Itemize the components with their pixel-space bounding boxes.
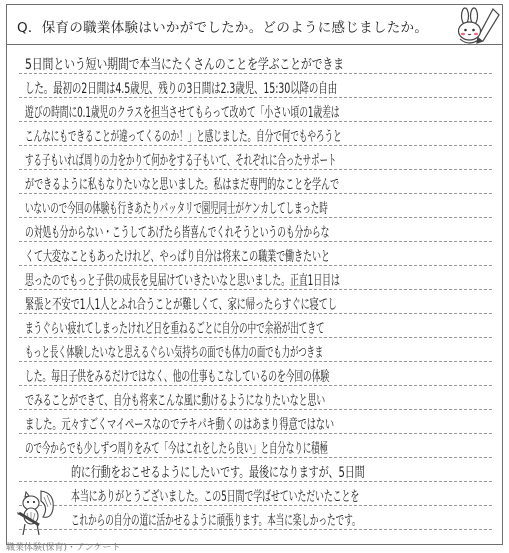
answer-line: ができるように私もなりたいなと思いました。私はまだ専門的なことを学んで bbox=[25, 177, 339, 193]
answer-line: でみることができて、自分も将来こんな風に動けるようになりたいなと思い bbox=[25, 393, 326, 409]
answer-line: 本当にありがとうございました。この5日間で学ばせていただいたことを bbox=[71, 489, 360, 505]
answer-line: これからの自分の道に活かせるように頑張ります。本当に楽しかったです。 bbox=[71, 513, 361, 529]
footer-caption: 職業体験(保育)・アンケート bbox=[6, 543, 121, 553]
survey-sheet bbox=[6, 4, 503, 545]
answer-line: まうぐらい疲れてしまったけれど日を重ねるごとに自分の中で余裕が出てきて bbox=[25, 321, 325, 337]
answer-line: ました。元々すごくマイペースなのでテキパキ動くのはあまり得意ではない bbox=[25, 417, 335, 433]
rabbit-pencil-mascot-icon bbox=[453, 7, 501, 49]
squirrel-pencil-mascot-icon bbox=[13, 483, 57, 543]
answer-line: 緊張と不安で1人1人とふれ合うことが難しくて、家に帰ったらすぐに寝てし bbox=[25, 297, 337, 313]
answer-line: こんなにもできることが違ってくるのか！」と感じました。自分で何でもやろうと bbox=[25, 129, 342, 145]
answer-line: くて大変なこともあったけれど、やっぱり自分は将来この職業で働きたいと bbox=[25, 249, 330, 265]
answer-line: 的に行動をおこせるようにしたいです。最後になりますが、5日間 bbox=[71, 465, 365, 481]
answer-line: 5日間という短い期間で本当にたくさんのことを学ぶことができま bbox=[25, 57, 344, 73]
answer-line: した。毎日子供をみるだけではなく、他の仕事もこなしているのを今回の体験 bbox=[25, 369, 330, 385]
answer-line: する子もいれば周りの力をかりて何かをする子もいて、それぞれに合ったサポート bbox=[25, 153, 337, 169]
answer-line: した。最初の2日間は4.5歳児、残りの3日間は2.3歳児、15:30以降の自由 bbox=[25, 81, 338, 97]
answer-line: 思ったのでもっと子供の成長を見届けていきたいなと思いました。正直1日目は bbox=[25, 273, 340, 289]
answer-line: いないので今回の体験も行きあたりバッタリで園児同士がケンカしてしまった時 bbox=[25, 201, 328, 217]
answer-line: の対処も分からない・こうしてあげたら皆喜んでくれそうというのも分からな bbox=[25, 225, 330, 241]
answer-line: もっと長く体験したいなと思えるぐらい気持ちの面でも体力の面でも力がつきま bbox=[25, 345, 324, 361]
answer-area bbox=[7, 45, 502, 543]
question-text: Q．保育の職業体験はいかがでしたか。どのように感じましたか。 bbox=[17, 20, 429, 36]
answer-line: ので今からでも少しずつ周りをみて「今はこれをしたら良い」と自分なりに積極 bbox=[25, 441, 328, 457]
answer-line: 遊びの時間に0.1歳児のクラスを担当させてもらって改めて「小さい頃の1歳差は bbox=[25, 105, 340, 121]
question-header bbox=[7, 5, 502, 45]
